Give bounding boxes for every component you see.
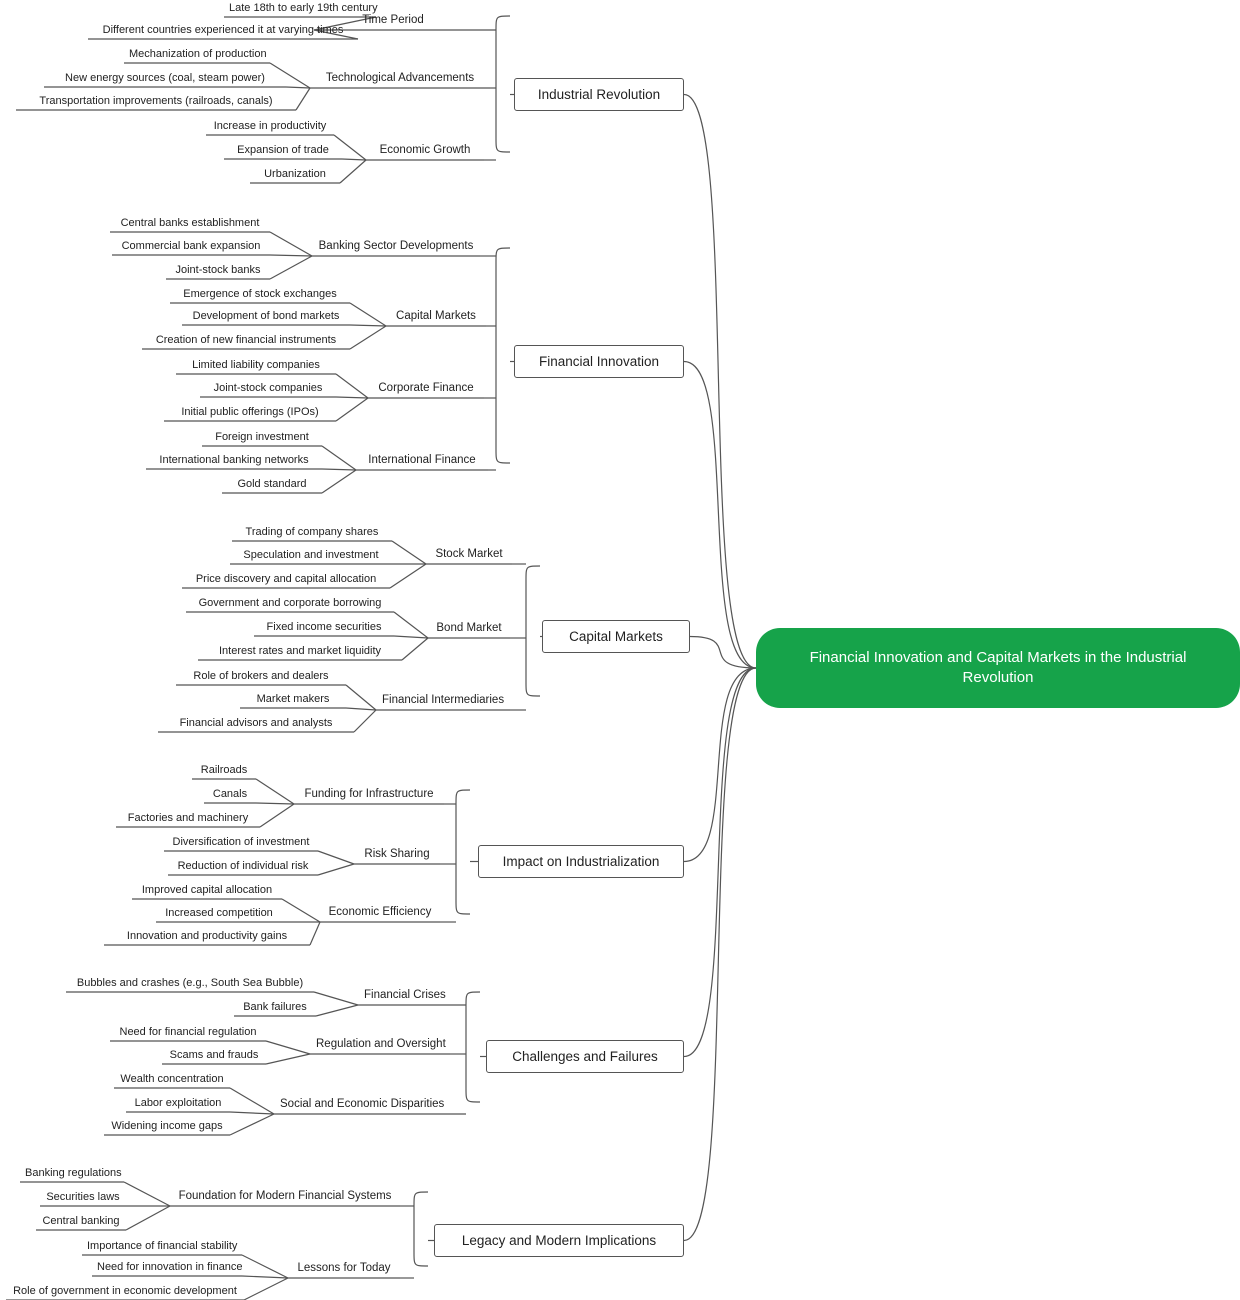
subtopic-node-financial-intermediaries[interactable] (376, 692, 510, 709)
subtopic-node-foundation-for-modern-financial-systems[interactable] (170, 1188, 400, 1205)
leaf-node-label: Commercial bank expansion (121, 240, 261, 252)
branch-node-impact-on-industrialization[interactable] (478, 845, 684, 878)
leaf-node[interactable] (240, 691, 346, 708)
subtopic-node-label: Funding for Infrastructure (304, 788, 434, 800)
leaf-node[interactable] (116, 810, 260, 827)
subtopic-node-label: Time Period (362, 14, 424, 26)
subtopic-node-label: Bond Market (436, 622, 502, 634)
leaf-node-label: Urbanization (264, 168, 326, 180)
leaf-node[interactable] (16, 93, 296, 110)
leaf-node-label: Government and corporate borrowing (198, 597, 382, 609)
subtopic-node-risk-sharing[interactable] (354, 846, 440, 863)
leaf-node-label: Foreign investment (215, 431, 309, 443)
leaf-node[interactable] (36, 1213, 126, 1230)
leaf-node-label: Canals (212, 788, 248, 800)
subtopic-node-social-and-economic-disparities[interactable] (274, 1096, 446, 1113)
subtopic-node-banking-sector-developments[interactable] (312, 238, 480, 255)
leaf-node[interactable] (222, 476, 322, 493)
leaf-node[interactable] (168, 858, 318, 875)
leaf-node[interactable] (224, 142, 342, 159)
leaf-node[interactable] (250, 166, 340, 183)
leaf-node-label: Banking regulations (25, 1167, 122, 1179)
leaf-node[interactable] (170, 286, 350, 303)
leaf-node[interactable] (164, 834, 318, 851)
subtopic-node-funding-for-infrastructure[interactable] (294, 786, 444, 803)
branch-node-financial-innovation[interactable] (514, 345, 684, 378)
branch-node-label: Industrial Revolution (537, 87, 661, 102)
leaf-node-label: Price discovery and capital allocation (195, 573, 377, 585)
subtopic-node-label: Social and Economic Disparities (280, 1098, 445, 1110)
subtopic-node-technological-advancements[interactable] (310, 70, 490, 87)
leaf-node-label: Financial advisors and analysts (179, 717, 333, 729)
leaf-node-label: Development of bond markets (192, 310, 340, 322)
subtopic-node-label: Corporate Finance (378, 382, 474, 394)
leaf-node[interactable] (206, 118, 334, 135)
leaf-node-label: Joint-stock companies (213, 382, 323, 394)
leaf-node-label: Speculation and investment (243, 549, 379, 561)
subtopic-node-lessons-for-today[interactable] (288, 1260, 400, 1277)
subtopic-node-label: Lessons for Today (297, 1262, 391, 1274)
subtopic-node-label: International Finance (368, 454, 476, 466)
subtopic-node-label: Economic Growth (379, 144, 471, 156)
leaf-node-label: Joint-stock banks (175, 264, 261, 276)
subtopic-node-label: Technological Advancements (325, 72, 475, 84)
branch-node-label: Challenges and Failures (512, 1049, 658, 1064)
leaf-node[interactable] (176, 668, 346, 685)
leaf-node[interactable] (110, 1024, 266, 1041)
leaf-node[interactable] (156, 905, 282, 922)
leaf-node-label: Innovation and productivity gains (126, 930, 288, 942)
leaf-node[interactable] (200, 380, 336, 397)
root-node[interactable] (756, 628, 1240, 708)
leaf-node-label: Need for innovation in finance (97, 1261, 243, 1273)
subtopic-node-bond-market[interactable] (428, 620, 510, 637)
leaf-node-label: Fixed income securities (266, 621, 382, 633)
leaf-node[interactable] (66, 975, 314, 992)
branch-node-label: Impact on Industrialization (502, 854, 660, 869)
leaf-node[interactable] (88, 22, 358, 39)
leaf-node-label: Labor exploitation (134, 1097, 222, 1109)
leaf-node[interactable] (202, 429, 322, 446)
subtopic-node-label: Capital Markets (396, 310, 476, 322)
leaf-node[interactable] (254, 619, 394, 636)
subtopic-node-label: Financial Crises (364, 989, 446, 1001)
subtopic-node-economic-growth[interactable] (366, 142, 484, 159)
leaf-node[interactable] (182, 308, 350, 325)
leaf-node-label: Late 18th to early 19th century (229, 2, 378, 14)
leaf-node[interactable] (40, 1189, 126, 1206)
leaf-node-label: Securities laws (46, 1191, 120, 1203)
leaf-node[interactable] (232, 524, 392, 541)
leaf-node[interactable] (20, 1165, 124, 1182)
leaf-node[interactable] (104, 1118, 230, 1135)
leaf-node[interactable] (176, 357, 336, 374)
leaf-node-label: Trading of company shares (245, 526, 379, 538)
leaf-node[interactable] (124, 46, 270, 63)
leaf-node[interactable] (162, 1047, 266, 1064)
subtopic-node-label: Stock Market (435, 548, 503, 560)
leaf-node-label: Limited liability companies (192, 359, 320, 371)
leaf-node-label: Gold standard (237, 478, 307, 490)
leaf-node-label: New energy sources (coal, steam power) (65, 72, 265, 84)
branch-node-capital-markets[interactable] (542, 620, 690, 653)
root-node-label: Financial Innovation and Capital Markets in the Industrial Revolution (809, 648, 1187, 686)
leaf-node[interactable] (142, 332, 350, 349)
leaf-node[interactable] (164, 404, 336, 421)
subtopic-node-economic-efficiency[interactable] (320, 904, 440, 921)
leaf-node-label: Market makers (256, 693, 330, 705)
leaf-node[interactable] (192, 762, 256, 779)
leaf-node[interactable] (224, 0, 376, 17)
leaf-node-label: Bank failures (243, 1001, 307, 1013)
leaf-node-label: Emergence of stock exchanges (183, 288, 337, 300)
leaf-node-label: Role of brokers and dealers (193, 670, 329, 682)
leaf-node-label: Factories and machinery (127, 812, 249, 824)
leaf-node-label: Railroads (200, 764, 248, 776)
branch-node-legacy-and-modern-implications[interactable] (434, 1224, 684, 1257)
leaf-node[interactable] (204, 786, 256, 803)
branch-node-label: Financial Innovation (538, 354, 660, 369)
branch-node-label: Legacy and Modern Implications (461, 1233, 657, 1248)
leaf-node-label: Wealth concentration (120, 1073, 224, 1085)
leaf-node[interactable] (132, 882, 282, 899)
leaf-node-label: Scams and frauds (169, 1049, 259, 1061)
leaf-node[interactable] (110, 215, 270, 232)
leaf-node[interactable] (44, 70, 286, 87)
subtopic-node-stock-market[interactable] (426, 546, 512, 563)
leaf-node-label: Increased competition (165, 907, 273, 919)
leaf-node[interactable] (6, 1283, 244, 1300)
leaf-node-label: Increase in productivity (213, 120, 327, 132)
subtopic-node-capital-markets[interactable] (386, 308, 486, 325)
subtopic-node-label: Economic Efficiency (328, 906, 432, 918)
leaf-node-label: International banking networks (159, 454, 309, 466)
subtopic-node-financial-crises[interactable] (358, 987, 448, 1004)
leaf-node[interactable] (82, 1238, 242, 1255)
subtopic-node-regulation-and-oversight[interactable] (310, 1036, 450, 1053)
leaf-node-label: Need for financial regulation (119, 1026, 257, 1038)
subtopic-node-label: Risk Sharing (364, 848, 430, 860)
leaf-node[interactable] (230, 547, 392, 564)
subtopic-node-label: Foundation for Modern Financial Systems (178, 1190, 392, 1202)
leaf-node-label: Different countries experienced it at varying times (102, 24, 344, 36)
leaf-node-label: Bubbles and crashes (e.g., South Sea Bubble) (76, 977, 304, 989)
leaf-node-label: Central banking (42, 1215, 120, 1227)
leaf-node-label: Mechanization of production (129, 48, 267, 60)
leaf-node[interactable] (166, 262, 270, 279)
subtopic-node-label: Banking Sector Developments (318, 240, 474, 252)
subtopic-node-label: Financial Intermediaries (382, 694, 505, 706)
leaf-node[interactable] (234, 999, 316, 1016)
leaf-node-label: Central banks establishment (120, 217, 260, 229)
branch-node-label: Capital Markets (569, 629, 663, 644)
leaf-node-label: Role of government in economic development (13, 1285, 237, 1297)
subtopic-node-corporate-finance[interactable] (368, 380, 484, 397)
leaf-node[interactable] (104, 928, 310, 945)
leaf-node[interactable] (186, 595, 394, 612)
leaf-node-label: Diversification of investment (172, 836, 310, 848)
leaf-node-label: Importance of financial stability (87, 1240, 238, 1252)
leaf-node-label: Widening income gaps (111, 1120, 223, 1132)
leaf-node-label: Expansion of trade (237, 144, 329, 156)
leaf-node-label: Initial public offerings (IPOs) (181, 406, 319, 418)
leaf-node-label: Creation of new financial instruments (155, 334, 337, 346)
leaf-node-label: Interest rates and market liquidity (218, 645, 382, 657)
leaf-node-label: Transportation improvements (railroads, canals) (39, 95, 273, 107)
leaf-node-label: Improved capital allocation (141, 884, 273, 896)
subtopic-node-international-finance[interactable] (356, 452, 488, 469)
leaf-node-label: Reduction of individual risk (177, 860, 309, 872)
leaf-node[interactable] (182, 571, 390, 588)
branch-node-challenges-and-failures[interactable] (486, 1040, 684, 1073)
leaf-node[interactable] (92, 1259, 242, 1276)
leaf-node[interactable] (198, 643, 402, 660)
leaf-node[interactable] (112, 238, 270, 255)
leaf-node[interactable] (114, 1071, 230, 1088)
subtopic-node-label: Regulation and Oversight (316, 1038, 446, 1050)
leaf-node[interactable] (146, 452, 322, 469)
leaf-node[interactable] (126, 1095, 230, 1112)
leaf-node[interactable] (158, 715, 354, 732)
branch-node-industrial-revolution[interactable] (514, 78, 684, 111)
